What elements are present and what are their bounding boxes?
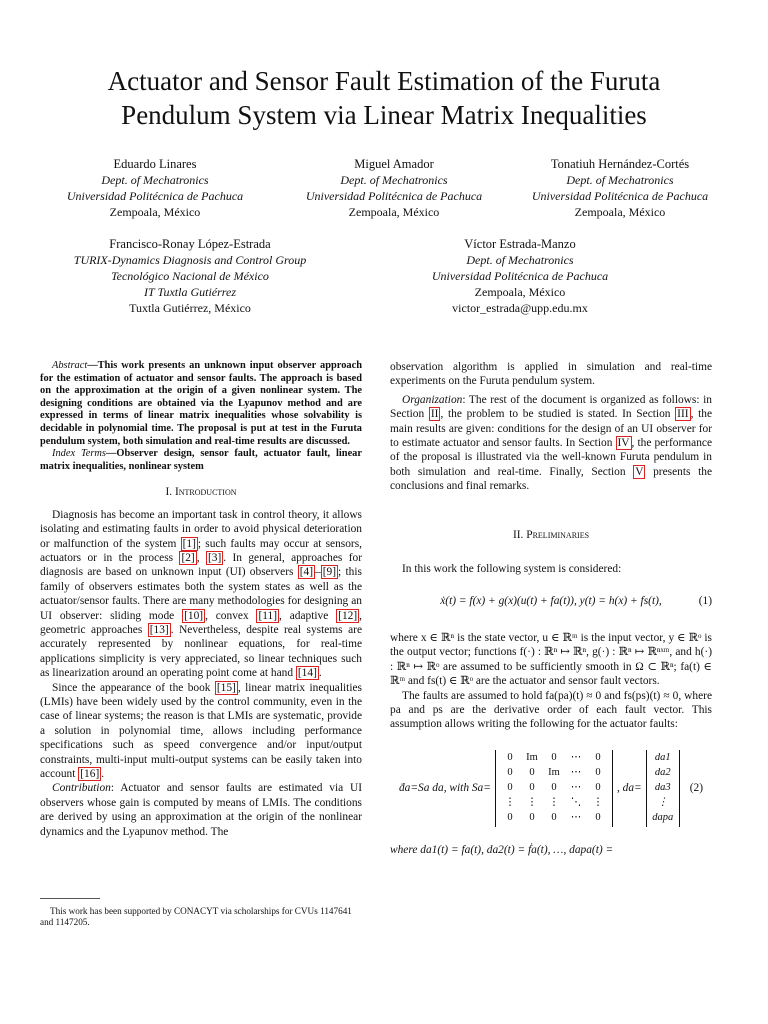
section-heading-preliminaries: II. Preliminaries (512, 528, 590, 541)
matrix-cell: 0 (551, 811, 557, 823)
prelim-paragraph-3: The faults are assumed to hold fa(pa)(t) ≈ 0 and fs(ps)(t) ≈ 0, where pa and ps are the derivative order of each fault vector. This assumption allows writing the following for the actuator faults: (390, 689, 712, 731)
author-university: Universidad Politécnica de Pachuca (431, 269, 609, 283)
index-terms (40, 448, 362, 473)
author-block-4 (60, 236, 320, 316)
abstract-text: —This work presents an unknown input observer approach for the estimation of actuator and sensor faults. The approach is based on the approximation at the origin of a given nonlinear system. The designing conditions are obtained via the Lyapunov method and are expressed in terms of linear matrix inequalities whose solvability is decidable in polynomial time. The proposal is put at test in the Furuta pendulum system, both simulation and real-time results are discussed. (40, 360, 362, 447)
citation-link[interactable]: [11] (258, 609, 278, 622)
organization-paragraph: Organization: The rest of the document is organized as follows: in Section II , the problem to be studied is stated. In Section III , the main results are given: conditions for the design of an UI observer for to estimate actuator and sensor faults. In Section IV , the performance of the proposal is illustrated via the well-known Furuta pendulum in both simulation and real-time. Finally, Section V presents the conclusions and final remarks. (390, 393, 713, 493)
author-name: Francisco-Ronay López-Estrada (109, 237, 271, 251)
citation-link[interactable]: [13] (149, 624, 169, 636)
system-matrix (495, 750, 613, 827)
author-dept: TURIX-Dynamics Diagnosis and Control Group (73, 253, 307, 267)
equation-2 (390, 750, 712, 827)
vector-cell: da1 (654, 751, 671, 763)
author-dept: Dept. of Mechatronics (340, 173, 448, 187)
author-university: Universidad Politécnica de Pachuca (531, 189, 709, 203)
citation-link[interactable]: [2] (181, 551, 195, 564)
citation-link[interactable]: [4] (299, 566, 314, 579)
author-university: Universidad Politécnica de Pachuca (66, 189, 244, 203)
citation-link[interactable]: [12] (338, 609, 358, 622)
abstract (40, 360, 362, 448)
author-place: Zempoala, México (574, 205, 666, 219)
matrix-cell: ⋮ (548, 796, 560, 808)
vector-cell: dapa (652, 811, 674, 823)
index-terms-text: —Observer design, sensor fault, actuator fault, linear matrix inequalities, nonlinear system (40, 448, 362, 472)
intro-paragraph-1: Diagnosis has become an important task in control theory, it allows isolating and estimating faults in order to avoid physical deterioration or malfunction of the system [1] ; such faults may occur at sensors, actuators or in the process [2] , [3] . In general, approaches for diagnosis are based on unknown input (UI) observers [4] – [9] ; this family of observers estimates both the system states as well as the actuator/sensor faults. There are many methodologies for designing an UI observer: sliding mode [10] , convex [11] , adaptive [12] , geometric approaches [13] . Nevertheless, despite real systems are accurately represented by nonlinear equations, for real-time applications simplicity is very appreciated, so linear techniques such as linearization around an operating point come at hand [14] . (40, 508, 363, 680)
equation-2-number: (2) (689, 782, 704, 795)
matrix-cell: 0 (529, 781, 535, 793)
author-block-1 (40, 156, 270, 220)
footnote-rule (40, 898, 100, 899)
matrix-cell: ⋯ (570, 811, 582, 823)
equation-1-body: ẋ(t) = f(x) + g(x)(u(t) + fa(t)), y(t) = h(x) + fs(t), (440, 595, 662, 608)
matrix-cell: Im (526, 751, 538, 763)
author-place: Zempoala, México (109, 205, 201, 219)
author-name: Tonatiuh Hernández-Cortés (550, 157, 690, 171)
left-column (40, 360, 362, 839)
right-column (390, 360, 712, 857)
author-place: Zempoala, México (348, 205, 440, 219)
author-email[interactable]: victor_estrada@upp.edu.mx (452, 301, 588, 315)
matrix-cell: 0 (529, 811, 535, 823)
paper-title (40, 64, 728, 132)
prelim-paragraph-1: In this work the following system is considered: (402, 563, 622, 576)
section-ref-link[interactable]: II (430, 408, 439, 421)
author-dept: Dept. of Mechatronics (466, 253, 574, 267)
author-block-3 (506, 156, 734, 220)
matrix-cell: 0 (595, 811, 601, 823)
matrix-cell: 0 (507, 766, 513, 778)
matrix-cell: 0 (595, 781, 601, 793)
matrix-cell: ⋮ (504, 796, 516, 808)
equation-1-number: (1) (698, 595, 712, 608)
citation-link[interactable]: [3] (207, 551, 222, 564)
abstract-label: Abstract (52, 360, 88, 371)
section-ref-link[interactable]: III (677, 408, 689, 421)
right-paragraph-1: observation algorithm is applied in simulation and real-time experiments on the Furuta pendulum system. (390, 361, 712, 388)
author-university: Universidad Politécnica de Pachuca (305, 189, 483, 203)
matrix-cell: ⋮ (592, 796, 604, 808)
author-name: Víctor Estrada-Manzo (464, 237, 576, 251)
contribution-label: Contribution (52, 782, 111, 795)
title-line-2: Pendulum System via Linear Matrix Inequalities (121, 100, 647, 130)
section-ref-link[interactable]: IV (617, 437, 630, 450)
prelim-last-line: where da1(t) = fa(t), da2(t) = ḟa(t), …, dapa(t) = (390, 843, 614, 856)
matrix-cell: 0 (595, 766, 601, 778)
vector-cell: ⋮ (657, 796, 668, 808)
author-place: Tuxtla Gutiérrez, México (129, 301, 251, 315)
vector-cell: da2 (654, 766, 671, 778)
equation-1 (390, 594, 712, 608)
author-university-2: IT Tuxtla Gutiérrez (143, 285, 236, 299)
author-dept: Dept. of Mechatronics (566, 173, 674, 187)
author-block-5 (400, 236, 640, 316)
matrix-cell: 0 (507, 811, 513, 823)
citation-link[interactable]: [9] (322, 566, 337, 579)
vector-cell: da3 (654, 781, 671, 793)
matrix-cell: ⋯ (570, 766, 582, 778)
footnote: This work has been supported by CONACYT via scholarships for CVUs 1147641 and 1147205. (40, 906, 352, 927)
matrix-cell: 0 (551, 781, 557, 793)
matrix-cell: Im (548, 766, 560, 778)
matrix-cell: ⋯ (570, 751, 582, 763)
author-dept: Dept. of Mechatronics (101, 173, 209, 187)
matrix-cell: 0 (529, 766, 535, 778)
fault-vector (646, 750, 680, 827)
citation-link[interactable]: [15] (216, 681, 236, 694)
citation-link[interactable]: [1] (182, 537, 196, 550)
author-place: Zempoala, México (474, 285, 566, 299)
author-block-2 (294, 156, 494, 220)
equation-2-left: ḋa=Sa da, with Sa= (398, 782, 491, 795)
matrix-cell: 0 (507, 751, 513, 763)
prelim-paragraph-2: where x ∈ ℝⁿ is the state vector, u ∈ ℝᵐ is the input vector, y ∈ ℝᵒ is the output vector; functions f(·) : ℝⁿ ↦ ℝⁿ, g(·) : ℝⁿ ↦ ℝⁿˣᵐ, and h(·) : ℝⁿ ↦ ℝᵒ are assumed to be sufficiently smooth in Ω ⊂ ℝⁿ; fa(t) ∈ ℝᵐ and fs(t) ∈ ℝᵒ are the actuator and sensor fault vectors. (390, 631, 712, 688)
matrix-cell: ⋯ (570, 781, 582, 793)
title-line-1: Actuator and Sensor Fault Estimation of the Furuta (107, 66, 661, 96)
citation-link[interactable]: [14] (297, 667, 317, 680)
intro-paragraph-2: Since the appearance of the book [15] , linear matrix inequalities (LMIs) have been widely used by the control community, even in the case of linear systems; the reason is that LMIs are systematic, provide a solution in polynomial time, allows including performance specifications such as speed convergence and/or input/output constraints, multi-input multi-output systems can be easily taken into account [16] . (40, 681, 362, 781)
contribution-paragraph: Contribution: Actuator and sensor faults are estimated via UI observers whose gain is computed by means of LMIs. The conditions are derived by using an approximation at the origin of the nonlinear dynamics and the Lyapunov method. The (40, 782, 362, 838)
matrix-cell: 0 (507, 781, 513, 793)
section-ref-link[interactable]: V (635, 465, 644, 478)
matrix-cell: 0 (551, 751, 557, 763)
equation-2-mid: , da= (616, 782, 642, 795)
organization-label: Organization (402, 393, 463, 406)
matrix-cell: 0 (595, 751, 601, 763)
citation-link[interactable]: [16] (80, 768, 100, 781)
author-name: Miguel Amador (354, 157, 434, 171)
index-terms-label: Index Terms (52, 448, 106, 460)
matrix-cell: ⋮ (526, 796, 538, 808)
matrix-cell: ⋱ (570, 796, 582, 808)
citation-link[interactable]: [10] (184, 609, 204, 622)
author-university: Tecnológico Nacional de México (111, 269, 269, 283)
author-name: Eduardo Linares (113, 157, 197, 171)
section-heading-introduction: I. Introduction (165, 486, 237, 499)
